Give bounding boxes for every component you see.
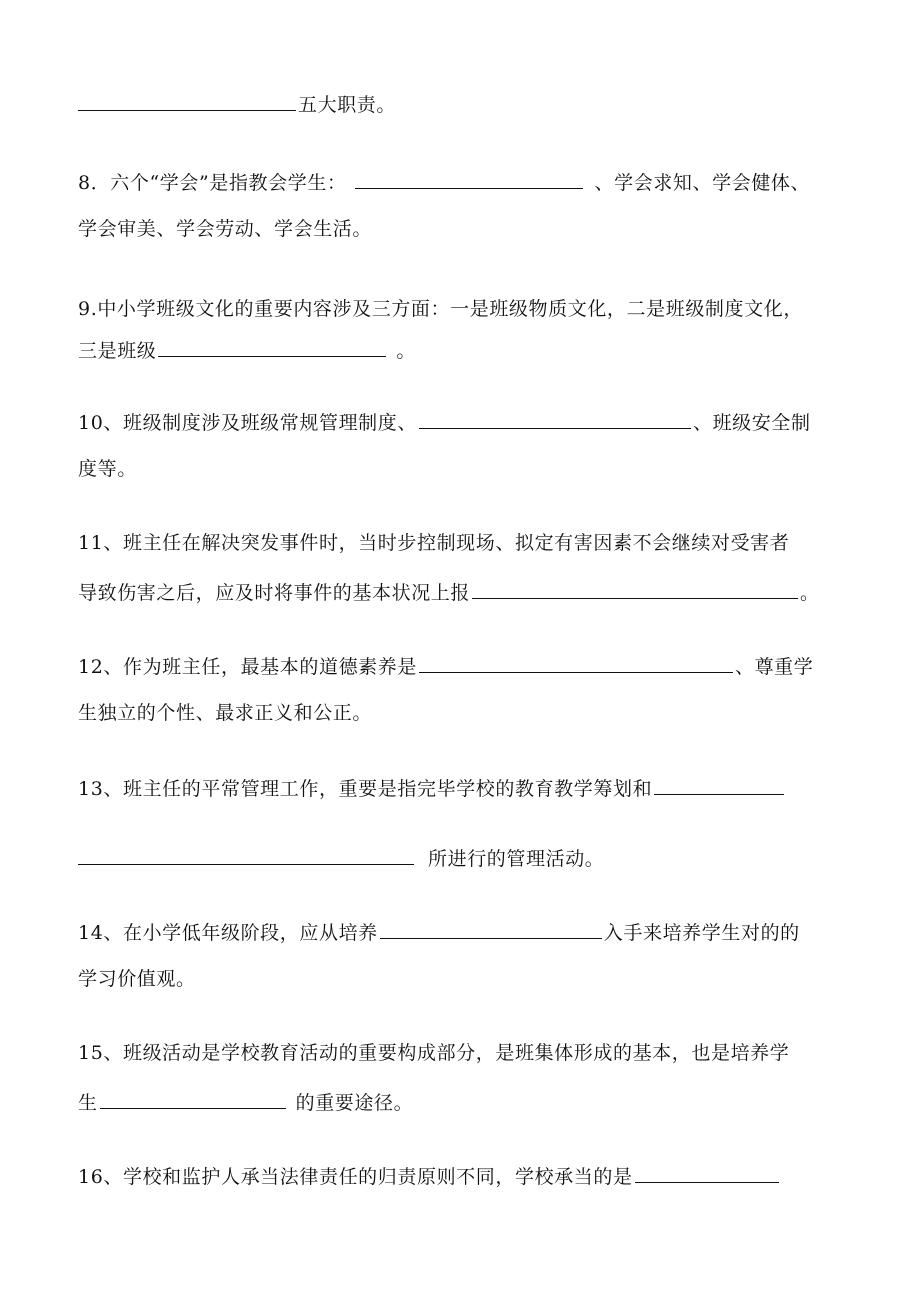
q14-text-b: 入手来培养学生对的的: [603, 922, 800, 944]
q13-line-1: [78, 774, 848, 802]
answer-blank[interactable]: [78, 90, 296, 111]
answer-blank[interactable]: [419, 652, 733, 673]
answer-blank[interactable]: [654, 774, 784, 795]
q16-text-a: 16、学校和监护人承当法律责任的归责原则不同，学校承当的是: [78, 1166, 633, 1188]
q14-line-2: 学习价值观。: [78, 968, 196, 990]
q8-line-2: 学会审美、学会劳动、学会生活。: [78, 218, 373, 240]
q10-text-a: 10、班级制度涉及班级常规管理制度、: [78, 412, 417, 434]
q13-text-b: 所进行的管理活动。: [428, 848, 605, 870]
answer-blank[interactable]: [635, 1162, 779, 1183]
q11-line-2: [78, 578, 848, 606]
answer-blank[interactable]: [419, 408, 691, 429]
q12-text-b: 、尊重学: [734, 656, 814, 678]
answer-blank[interactable]: [78, 844, 414, 865]
answer-blank[interactable]: [472, 578, 798, 599]
q8-text-b: 、学会求知、学会健体、: [594, 172, 811, 194]
q7-line-1: [78, 90, 848, 118]
q11-text-a: 导致伤害之后，应及时将事件的基本状况上报: [78, 582, 471, 604]
q15-line-1: 15、班级活动是学校教育活动的重要构成部分，是班集体形成的基本，也是培养学: [78, 1042, 790, 1064]
q12-text-a: 12、作为班主任，最基本的道德素养是: [78, 656, 417, 678]
q15-text-a: 生: [78, 1092, 98, 1114]
answer-blank[interactable]: [355, 168, 583, 189]
q15-line-2: [78, 1088, 848, 1116]
q12-line-1: [78, 652, 848, 680]
q10-line-2: 度等。: [78, 458, 137, 480]
q14-text-a: 14、在小学低年级阶段，应从培养: [78, 922, 378, 944]
answer-blank[interactable]: [100, 1088, 286, 1109]
q10-line-1: [78, 408, 848, 436]
q9-line-1: 9.中小学班级文化的重要内容涉及三方面：一是班级物质文化，二是班级制度文化，: [78, 298, 803, 320]
answer-blank[interactable]: [380, 918, 602, 939]
answer-blank[interactable]: [158, 336, 386, 357]
q11-line-1: 11、班主任在解决突发事件时，当时步控制现场、拟定有害因素不会继续对受害者: [78, 532, 790, 554]
q9-line-2: [78, 336, 848, 364]
q9-text-b: 。: [396, 340, 417, 362]
q8-line-1: [78, 168, 848, 196]
q10-text-b: 、班级安全制: [692, 412, 811, 434]
q15-text-b: 的重要途径。: [295, 1092, 414, 1114]
q16-line-1: [78, 1162, 848, 1190]
q7-text: 五大职责。: [298, 94, 397, 116]
q11-text-b: 。: [800, 582, 820, 604]
q13-line-2: [78, 844, 848, 872]
q12-line-2: 生独立的个性、最求正义和公正。: [78, 702, 373, 724]
q14-line-1: [78, 918, 848, 946]
q9-text-a: 三是班级: [78, 340, 157, 362]
q13-text-a: 13、班主任的平常管理工作，重要是指完毕学校的教育教学筹划和: [78, 778, 653, 800]
q8-text-a: 8．六个“学会”是指教会学生：: [78, 172, 347, 194]
